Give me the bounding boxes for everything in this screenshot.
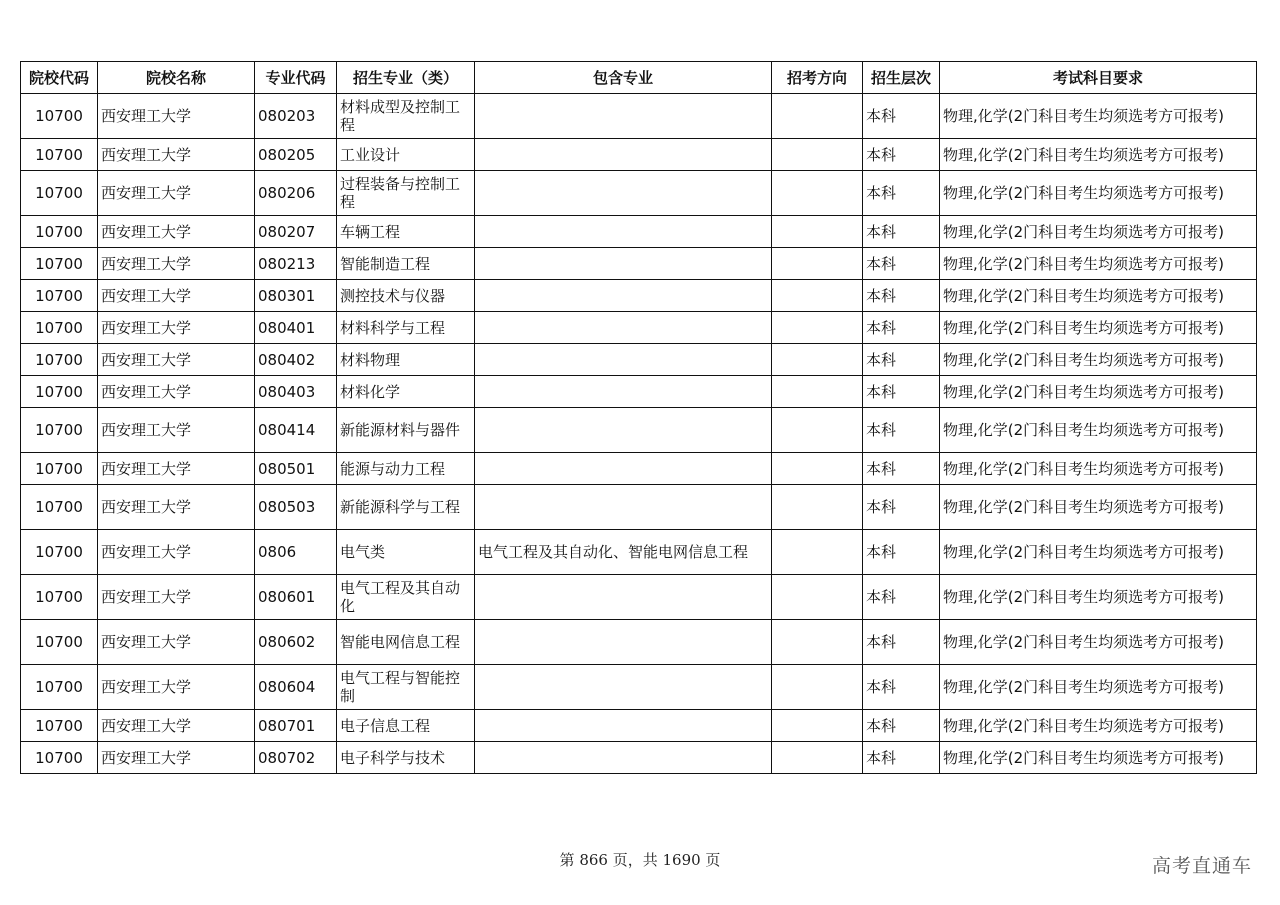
cell-direction [772,530,863,575]
cell-requirement: 物理,化学(2门科目考生均须选考方可报考) [940,376,1257,408]
table-row [21,485,1257,530]
cell-major-code: 080702 [255,742,337,774]
cell-level: 本科 [863,248,940,280]
cell-major: 电子信息工程 [337,710,475,742]
cell-school-name: 西安理工大学 [98,344,255,376]
cell-direction [772,344,863,376]
cell-requirement: 物理,化学(2门科目考生均须选考方可报考) [940,216,1257,248]
cell-direction [772,710,863,742]
cell-school-code: 10700 [21,139,98,171]
table-row [21,248,1257,280]
cell-requirement: 物理,化学(2门科目考生均须选考方可报考) [940,248,1257,280]
cell-school-name: 西安理工大学 [98,665,255,710]
cell-requirement: 物理,化学(2门科目考生均须选考方可报考) [940,575,1257,620]
cell-requirement: 物理,化学(2门科目考生均须选考方可报考) [940,453,1257,485]
cell-included-majors [475,94,772,139]
cell-included-majors [475,710,772,742]
cell-requirement: 物理,化学(2门科目考生均须选考方可报考) [940,665,1257,710]
table-row [21,312,1257,344]
cell-school-code: 10700 [21,453,98,485]
cell-major: 新能源材料与器件 [337,408,475,453]
cell-requirement: 物理,化学(2门科目考生均须选考方可报考) [940,620,1257,665]
cell-school-code: 10700 [21,344,98,376]
header-major: 招生专业（类） [337,62,475,94]
cell-major: 电气类 [337,530,475,575]
cell-requirement: 物理,化学(2门科目考生均须选考方可报考) [940,530,1257,575]
cell-major: 材料化学 [337,376,475,408]
cell-direction [772,620,863,665]
page-number: 第 866 页，共 1690 页 [559,851,721,869]
cell-school-name: 西安理工大学 [98,139,255,171]
cell-major-code: 080602 [255,620,337,665]
cell-requirement: 物理,化学(2门科目考生均须选考方可报考) [940,344,1257,376]
cell-major-code: 0806 [255,530,337,575]
cell-level: 本科 [863,575,940,620]
cell-level: 本科 [863,710,940,742]
table-row [21,710,1257,742]
cell-school-name: 西安理工大学 [98,408,255,453]
cell-level: 本科 [863,344,940,376]
cell-level: 本科 [863,216,940,248]
cell-school-code: 10700 [21,620,98,665]
cell-direction [772,665,863,710]
table-row [21,408,1257,453]
cell-included-majors [475,620,772,665]
cell-requirement: 物理,化学(2门科目考生均须选考方可报考) [940,408,1257,453]
cell-direction [772,453,863,485]
table-header [21,62,1257,94]
cell-requirement: 物理,化学(2门科目考生均须选考方可报考) [940,312,1257,344]
cell-direction [772,216,863,248]
cell-requirement: 物理,化学(2门科目考生均须选考方可报考) [940,742,1257,774]
cell-school-code: 10700 [21,171,98,216]
table-row [21,575,1257,620]
cell-level: 本科 [863,453,940,485]
header-level: 招生层次 [863,62,940,94]
table-body [21,94,1257,774]
cell-school-code: 10700 [21,376,98,408]
cell-major-code: 080604 [255,665,337,710]
header-direction: 招考方向 [772,62,863,94]
cell-level: 本科 [863,171,940,216]
cell-school-code: 10700 [21,94,98,139]
cell-school-name: 西安理工大学 [98,742,255,774]
table-row [21,742,1257,774]
cell-included-majors [475,453,772,485]
table-row [21,171,1257,216]
cell-requirement: 物理,化学(2门科目考生均须选考方可报考) [940,280,1257,312]
cell-major: 电子科学与技术 [337,742,475,774]
cell-school-name: 西安理工大学 [98,620,255,665]
cell-major-code: 080205 [255,139,337,171]
cell-major: 能源与动力工程 [337,453,475,485]
cell-major: 材料成型及控制工程 [337,94,475,139]
cell-school-code: 10700 [21,530,98,575]
cell-included-majors [475,408,772,453]
cell-school-code: 10700 [21,742,98,774]
cell-major: 材料科学与工程 [337,312,475,344]
cell-major: 电气工程与智能控制 [337,665,475,710]
cell-requirement: 物理,化学(2门科目考生均须选考方可报考) [940,139,1257,171]
cell-included-majors: 电气工程及其自动化、智能电网信息工程 [475,530,772,575]
cell-major-code: 080601 [255,575,337,620]
cell-included-majors [475,742,772,774]
cell-major-code: 080213 [255,248,337,280]
watermark-logo-text: 高考直通车 [1151,855,1252,877]
cell-major: 过程装备与控制工程 [337,171,475,216]
cell-major-code: 080414 [255,408,337,453]
table-row [21,216,1257,248]
cell-level: 本科 [863,408,940,453]
cell-requirement: 物理,化学(2门科目考生均须选考方可报考) [940,710,1257,742]
cell-major: 工业设计 [337,139,475,171]
cell-level: 本科 [863,312,940,344]
cell-school-code: 10700 [21,408,98,453]
cell-included-majors [475,344,772,376]
cell-direction [772,408,863,453]
cell-school-name: 西安理工大学 [98,710,255,742]
cell-level: 本科 [863,742,940,774]
cell-major-code: 080402 [255,344,337,376]
cell-requirement: 物理,化学(2门科目考生均须选考方可报考) [940,171,1257,216]
cell-included-majors [475,171,772,216]
cell-level: 本科 [863,280,940,312]
cell-major-code: 080207 [255,216,337,248]
cell-school-code: 10700 [21,485,98,530]
cell-included-majors [475,665,772,710]
cell-school-name: 西安理工大学 [98,312,255,344]
cell-direction [772,575,863,620]
cell-included-majors [475,485,772,530]
cell-school-name: 西安理工大学 [98,171,255,216]
cell-direction [772,139,863,171]
cell-requirement: 物理,化学(2门科目考生均须选考方可报考) [940,485,1257,530]
cell-school-name: 西安理工大学 [98,248,255,280]
header-school-code: 院校代码 [21,62,98,94]
cell-major-code: 080503 [255,485,337,530]
cell-direction [772,376,863,408]
table-row [21,344,1257,376]
cell-school-code: 10700 [21,216,98,248]
cell-major: 材料物理 [337,344,475,376]
cell-included-majors [475,575,772,620]
header-major-code: 专业代码 [255,62,337,94]
table-row [21,94,1257,139]
cell-school-name: 西安理工大学 [98,485,255,530]
header-row [21,62,1257,94]
cell-major: 新能源科学与工程 [337,485,475,530]
header-included-majors: 包含专业 [475,62,772,94]
cell-school-code: 10700 [21,280,98,312]
table-row [21,139,1257,171]
cell-school-name: 西安理工大学 [98,280,255,312]
table-row [21,453,1257,485]
cell-direction [772,280,863,312]
cell-direction [772,312,863,344]
cell-school-name: 西安理工大学 [98,530,255,575]
cell-major: 智能电网信息工程 [337,620,475,665]
cell-school-name: 西安理工大学 [98,575,255,620]
cell-direction [772,485,863,530]
cell-major-code: 080203 [255,94,337,139]
cell-school-code: 10700 [21,710,98,742]
cell-direction [772,248,863,280]
cell-direction [772,94,863,139]
cell-school-name: 西安理工大学 [98,453,255,485]
cell-direction [772,171,863,216]
cell-major: 测控技术与仪器 [337,280,475,312]
cell-major: 智能制造工程 [337,248,475,280]
cell-included-majors [475,216,772,248]
cell-school-code: 10700 [21,575,98,620]
cell-major-code: 080403 [255,376,337,408]
cell-direction [772,742,863,774]
cell-level: 本科 [863,139,940,171]
cell-major-code: 080501 [255,453,337,485]
cell-school-code: 10700 [21,665,98,710]
cell-level: 本科 [863,530,940,575]
header-requirement: 考试科目要求 [940,62,1257,94]
table-row [21,280,1257,312]
cell-major-code: 080401 [255,312,337,344]
cell-school-code: 10700 [21,312,98,344]
header-school-name: 院校名称 [98,62,255,94]
cell-included-majors [475,312,772,344]
admissions-table [20,61,1257,774]
table-row [21,530,1257,575]
cell-level: 本科 [863,376,940,408]
cell-school-name: 西安理工大学 [98,216,255,248]
cell-requirement: 物理,化学(2门科目考生均须选考方可报考) [940,94,1257,139]
cell-level: 本科 [863,94,940,139]
cell-major-code: 080301 [255,280,337,312]
cell-major-code: 080206 [255,171,337,216]
cell-included-majors [475,139,772,171]
table-row [21,665,1257,710]
cell-included-majors [475,280,772,312]
cell-school-name: 西安理工大学 [98,94,255,139]
cell-major: 车辆工程 [337,216,475,248]
cell-school-name: 西安理工大学 [98,376,255,408]
cell-level: 本科 [863,665,940,710]
cell-major: 电气工程及其自动化 [337,575,475,620]
table-row [21,620,1257,665]
table-row [21,376,1257,408]
cell-level: 本科 [863,620,940,665]
cell-major-code: 080701 [255,710,337,742]
cell-school-code: 10700 [21,248,98,280]
cell-level: 本科 [863,485,940,530]
cell-included-majors [475,376,772,408]
cell-included-majors [475,248,772,280]
